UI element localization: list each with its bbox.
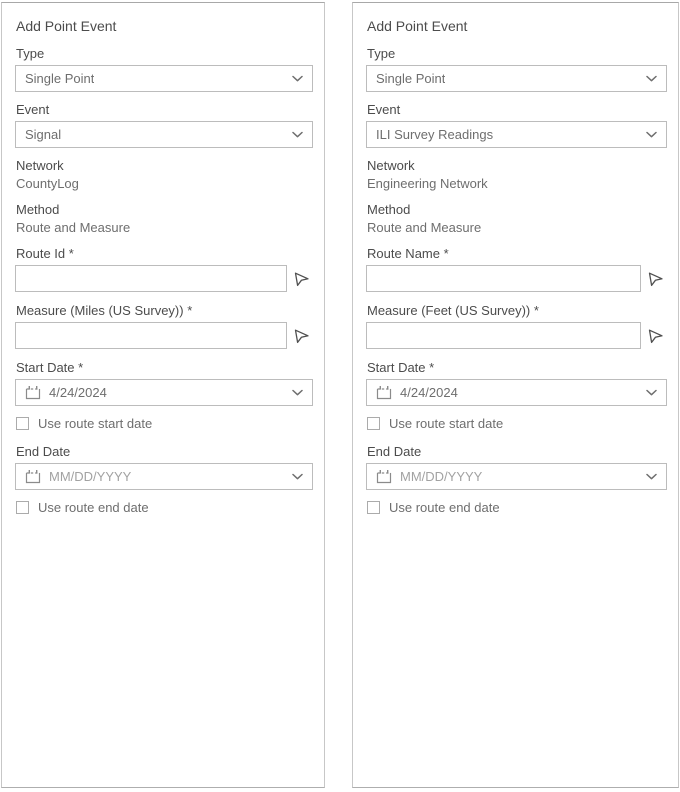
- network-value: CountyLog: [16, 176, 79, 191]
- measure-row: [15, 322, 313, 349]
- chevron-down-icon: [646, 75, 657, 82]
- route-id-input[interactable]: [15, 265, 287, 292]
- chevron-down-icon: [292, 131, 303, 138]
- measure-label: Measure (Feet (US Survey)) *: [367, 303, 539, 318]
- event-select-value: Signal: [25, 127, 62, 142]
- add-point-event-pane-right: [352, 2, 679, 788]
- end-date-picker[interactable]: [366, 463, 667, 490]
- chevron-down-icon: [646, 389, 657, 396]
- network-group: [367, 158, 667, 191]
- chevron-down-icon: [646, 131, 657, 138]
- method-group: [367, 202, 667, 235]
- route-name-row: [366, 265, 667, 292]
- type-label: Type: [16, 46, 45, 61]
- event-select-value: ILI Survey Readings: [376, 127, 494, 142]
- page-title: Add Point Event: [367, 18, 468, 34]
- measure-input[interactable]: [15, 322, 287, 349]
- type-select-value: Single Point: [376, 71, 446, 86]
- type-select[interactable]: [15, 65, 313, 92]
- method-value: Route and Measure: [367, 220, 482, 235]
- method-value: Route and Measure: [16, 220, 131, 235]
- calendar-icon: [25, 469, 41, 484]
- use-route-start-date-checkbox-row: [367, 416, 667, 431]
- use-route-start-date-checkbox-row: [16, 416, 313, 431]
- map-pointer-icon[interactable]: [645, 325, 667, 347]
- route-id-label: Route Id *: [16, 246, 74, 261]
- chevron-down-icon: [292, 389, 303, 396]
- use-route-start-date-checkbox[interactable]: [16, 417, 29, 430]
- calendar-icon: [376, 385, 392, 400]
- end-date-label: End Date: [367, 444, 422, 459]
- chevron-down-icon: [292, 473, 303, 480]
- use-route-end-date-checkbox[interactable]: [16, 501, 29, 514]
- map-pointer-icon[interactable]: [291, 325, 313, 347]
- add-point-event-pane-left: [1, 2, 325, 788]
- measure-label: Measure (Miles (US Survey)) *: [16, 303, 193, 318]
- type-select-value: Single Point: [25, 71, 95, 86]
- end-date-placeholder: MM/DD/YYYY: [400, 469, 483, 484]
- chevron-down-icon: [292, 75, 303, 82]
- start-date-label: Start Date *: [367, 360, 435, 375]
- network-group: [16, 158, 313, 191]
- map-pointer-icon[interactable]: [645, 268, 667, 290]
- method-group: [16, 202, 313, 235]
- type-label: Type: [367, 46, 396, 61]
- event-label: Event: [16, 102, 50, 117]
- method-label: Method: [16, 202, 60, 217]
- start-date-value: 4/24/2024: [49, 385, 107, 400]
- start-date-picker[interactable]: [366, 379, 667, 406]
- network-label: Network: [367, 158, 415, 173]
- use-route-end-date-label: Use route end date: [38, 500, 149, 515]
- method-label: Method: [367, 202, 411, 217]
- use-route-start-date-checkbox[interactable]: [367, 417, 380, 430]
- calendar-icon: [376, 469, 392, 484]
- event-select[interactable]: [366, 121, 667, 148]
- use-route-end-date-checkbox-row: [367, 500, 667, 515]
- event-label: Event: [367, 102, 401, 117]
- end-date-placeholder: MM/DD/YYYY: [49, 469, 132, 484]
- use-route-end-date-checkbox[interactable]: [367, 501, 380, 514]
- start-date-picker[interactable]: [15, 379, 313, 406]
- use-route-end-date-checkbox-row: [16, 500, 313, 515]
- network-label: Network: [16, 158, 64, 173]
- end-date-label: End Date: [16, 444, 71, 459]
- calendar-icon: [25, 385, 41, 400]
- start-date-label: Start Date *: [16, 360, 84, 375]
- route-id-row: [15, 265, 313, 292]
- use-route-start-date-label: Use route start date: [389, 416, 504, 431]
- use-route-end-date-label: Use route end date: [389, 500, 500, 515]
- event-select[interactable]: [15, 121, 313, 148]
- measure-row: [366, 322, 667, 349]
- page-title: Add Point Event: [16, 18, 117, 34]
- route-name-label: Route Name *: [367, 246, 449, 261]
- chevron-down-icon: [646, 473, 657, 480]
- network-value: Engineering Network: [367, 176, 488, 191]
- use-route-start-date-label: Use route start date: [38, 416, 153, 431]
- measure-input[interactable]: [366, 322, 641, 349]
- start-date-value: 4/24/2024: [400, 385, 458, 400]
- type-select[interactable]: [366, 65, 667, 92]
- end-date-picker[interactable]: [15, 463, 313, 490]
- map-pointer-icon[interactable]: [291, 268, 313, 290]
- route-name-input[interactable]: [366, 265, 641, 292]
